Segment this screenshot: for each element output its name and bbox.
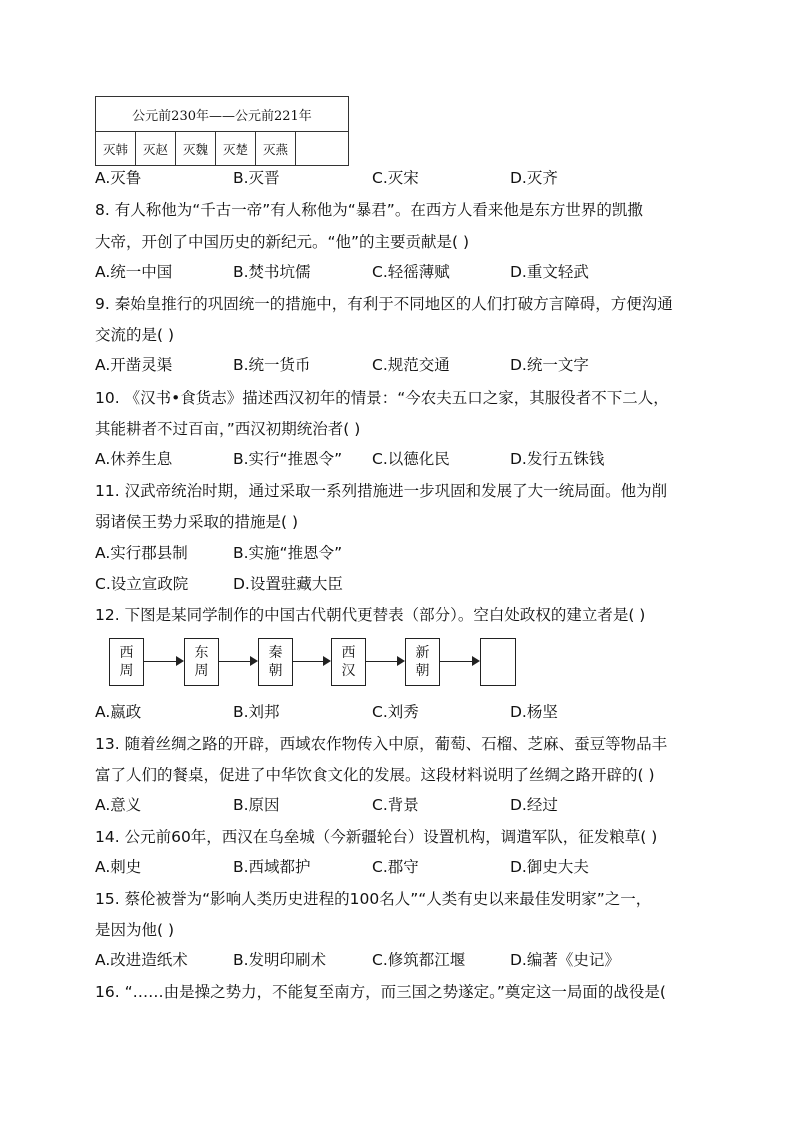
q9-stem-line-1: 9. 秦始皇推行的巩固统一的措施中，有利于不同地区的人们打破方言障碍，方便沟通 [95, 295, 673, 313]
q10-option-b: B.实行“推恩令” [233, 450, 343, 468]
q13-option-d: D.经过 [510, 796, 558, 814]
q15-option-a: A.改进造纸术 [95, 951, 188, 969]
dynasty-char: 西 [341, 645, 356, 661]
dynasty-char: 周 [194, 663, 209, 679]
q7-table [95, 96, 349, 166]
q11-option-c: C.设立宣政院 [95, 575, 189, 593]
q7-option-c: C.灭宋 [372, 169, 419, 187]
dynasty-box-blank [480, 638, 516, 686]
dynasty-char: 秦 [268, 645, 283, 661]
q8-stem-line-2: 大帝，开创了中国历史的新纪元。“他”的主要贡献是( ) [95, 233, 470, 251]
q15-stem-line-2: 是因为他( ) [95, 921, 175, 939]
dynasty-char: 东 [194, 645, 209, 661]
q12-option-a: A.嬴政 [95, 703, 142, 721]
dynasty-box-xihan [331, 638, 366, 686]
arrow-right-icon [366, 661, 403, 662]
q12-option-c: C.刘秀 [372, 703, 419, 721]
q7-option-d: D.灭齐 [510, 169, 558, 187]
q12-option-d: D.杨坚 [510, 703, 558, 721]
q7-option-a: A.灭鲁 [95, 169, 142, 187]
q9-option-a: A.开凿灵渠 [95, 356, 173, 374]
q13-stem-line-1: 13. 随着丝绸之路的开辟，西域农作物传入中原，葡萄、石榴、芝麻、蚕豆等物品丰 [95, 735, 668, 753]
q15-option-d: D.编著《史记》 [510, 951, 620, 969]
q13-option-c: C.背景 [372, 796, 419, 814]
dynasty-char: 朝 [415, 663, 430, 679]
q11-option-b: B.实施“推恩令” [233, 544, 343, 562]
dynasty-char: 周 [119, 663, 134, 679]
q8-option-c: C.轻徭薄赋 [372, 263, 450, 281]
q8-stem-line-1: 8. 有人称他为“千古一帝”有人称他为“暴君”。在西方人看来他是东方世界的凯撒 [95, 201, 643, 219]
q13-stem-line-2: 富了人们的餐桌，促进了中华饮食文化的发展。这段材料说明了丝绸之路开辟的( ) [95, 766, 655, 784]
dynasty-char: 新 [415, 645, 430, 661]
q12-option-b: B.刘邦 [233, 703, 280, 721]
q12-stem-line-1: 12. 下图是某同学制作的中国古代朝代更替表（部分）。空白处政权的建立者是( ) [95, 606, 646, 624]
q10-option-c: C.以德化民 [372, 450, 450, 468]
q14-option-b: B.西域都护 [233, 858, 311, 876]
arrow-right-icon [440, 661, 478, 662]
q10-option-d: D.发行五铢钱 [510, 450, 605, 468]
q7-option-b: B.灭晋 [233, 169, 280, 187]
q7-table-cell: 灭赵 [136, 132, 176, 166]
q15-option-c: C.修筑都江堰 [372, 951, 466, 969]
dynasty-box-dongzhou [184, 638, 219, 686]
dynasty-box-xizhou [109, 638, 144, 686]
q8-option-a: A.统一中国 [95, 263, 173, 281]
q7-table-cell: 灭韩 [96, 132, 136, 166]
q9-option-c: C.规范交通 [372, 356, 450, 374]
arrow-right-icon [144, 661, 182, 662]
q7-table-cell-blank [296, 132, 348, 166]
q15-option-b: B.发明印刷术 [233, 951, 327, 969]
q14-option-c: C.郡守 [372, 858, 419, 876]
q9-option-b: B.统一货币 [233, 356, 311, 374]
q7-table-cell: 灭楚 [216, 132, 256, 166]
q10-option-a: A.休养生息 [95, 450, 173, 468]
q7-table-cell: 灭燕 [256, 132, 296, 166]
q14-option-d: D.御史大夫 [510, 858, 589, 876]
dynasty-char: 西 [119, 645, 134, 661]
arrow-right-icon [219, 661, 256, 662]
q15-stem-line-1: 15. 蔡伦被誉为“影响人类历史进程的100名人”“人类有史以来最佳发明家”之一， [95, 890, 652, 908]
q7-table-row [96, 132, 348, 166]
q9-stem-line-2: 交流的是( ) [95, 326, 175, 344]
q9-option-d: D.统一文字 [510, 356, 589, 374]
q14-stem-line-1: 14. 公元前60年，西汉在乌垒城（今新疆轮台）设置机构，调遣军队，征发粮草( ) [95, 828, 658, 846]
q8-option-b: B.焚书坑儒 [233, 263, 311, 281]
dynasty-box-xin [405, 638, 440, 686]
q11-option-d: D.设置驻藏大臣 [233, 575, 343, 593]
q7-table-cell: 灭魏 [176, 132, 216, 166]
dynasty-char: 朝 [268, 663, 283, 679]
q11-option-a: A.实行郡县制 [95, 544, 188, 562]
arrow-right-icon [293, 661, 329, 662]
q10-stem-line-2: 其能耕者不过百亩，”西汉初期统治者( ) [95, 420, 361, 438]
q7-table-header: 公元前230年——公元前221年 [96, 97, 348, 132]
q13-option-b: B.原因 [233, 796, 280, 814]
q10-stem-line-1: 10. 《汉书•食货志》描述西汉初年的情景：“今农夫五口之家，其服役者不下二人， [95, 389, 669, 407]
dynasty-box-qin [258, 638, 293, 686]
dynasty-char: 汉 [341, 663, 356, 679]
q8-option-d: D.重文轻武 [510, 263, 589, 281]
q13-option-a: A.意义 [95, 796, 142, 814]
q11-stem-line-2: 弱诸侯王势力采取的措施是( ) [95, 513, 299, 531]
q16-stem-line-1: 16. “……由是操之势力，不能复至南方，而三国之势遂定。”奠定这一局面的战役是( [95, 983, 666, 1001]
q14-option-a: A.刺史 [95, 858, 142, 876]
q11-stem-line-1: 11. 汉武帝统治时期，通过采取一系列措施进一步巩固和发展了大一统局面。他为削 [95, 482, 668, 500]
